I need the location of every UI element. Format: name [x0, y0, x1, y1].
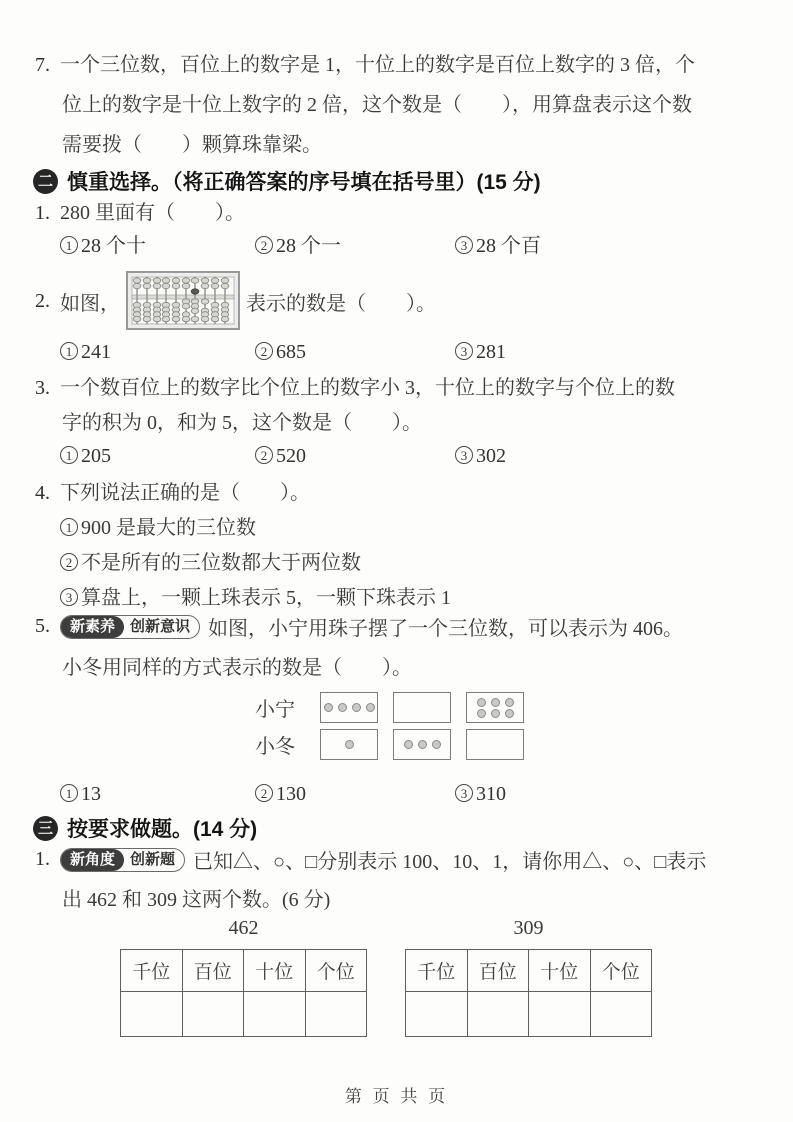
bead-dot [505, 709, 514, 718]
header-tens: 十位 [244, 950, 306, 992]
section-3-header [33, 813, 257, 843]
bead-dot [338, 703, 347, 712]
bead-row [345, 740, 354, 749]
s2-q3-text: 一个数百位上的数字比个位上的数字小 3，十位上的数字与个位上的数 [60, 377, 675, 399]
option-text: 302 [476, 445, 506, 467]
option-3 [455, 231, 541, 261]
section-2-title: 慎重选择。（将正确答案的序号填在括号里）(15 分) [67, 171, 541, 194]
s2-q4-option-2 [60, 543, 361, 583]
circled-number: 3 [60, 588, 78, 606]
circled-number: 2 [255, 342, 273, 360]
table-title-462: 462 [228, 917, 259, 939]
s2-q4-option-1 [60, 508, 256, 548]
option-text: 算盘上，一颗上珠表示 5，一颗下珠表示 1 [81, 587, 451, 609]
option-text: 310 [476, 783, 506, 805]
option-text: 520 [276, 445, 306, 467]
section-2-header [33, 166, 541, 196]
answer-cell [121, 992, 183, 1037]
innovation-awareness-badge: 创新意识 [130, 617, 191, 635]
s2-q3-number: 3. [35, 377, 50, 399]
s2-question-5-line-2: 小冬用同样的方式表示的数是（ ）。 [62, 657, 412, 679]
bead-dot [477, 709, 486, 718]
option-text: 205 [81, 445, 111, 467]
bead-box-hundreds [320, 692, 378, 723]
option-2 [255, 441, 455, 471]
s2-q2-number: 2. [35, 289, 50, 312]
s2-q1-number: 1. [35, 202, 50, 224]
option-3 [455, 441, 506, 471]
option-1 [60, 441, 255, 471]
option-text: 13 [81, 783, 101, 805]
s2-q3-options [60, 441, 506, 471]
s2-question-2 [35, 270, 436, 332]
circled-number: 1 [60, 784, 78, 802]
bead-box-tens [393, 692, 451, 723]
bead-row [477, 709, 514, 718]
circled-number: 1 [60, 446, 78, 464]
xiaodong-label: 小冬 [255, 736, 295, 758]
answer-cell [182, 992, 244, 1037]
table-309 [405, 949, 652, 1037]
bead-dot [352, 703, 361, 712]
header-thousands: 千位 [121, 950, 183, 992]
question-7-line-3: 需要拨（ ）颗算珠靠梁。 [62, 134, 322, 156]
bead-dot [366, 703, 375, 712]
s2-q2-text-before: 如图， [60, 292, 120, 315]
s2-q2-text-after: 表示的数是（ ）。 [246, 292, 436, 315]
section-3-icon: 三 [33, 816, 58, 841]
section-2-icon: 二 [33, 169, 58, 194]
s2-q5-options [60, 779, 506, 809]
s2-question-4 [35, 473, 310, 513]
header-ones: 个位 [590, 950, 652, 992]
s2-question-3-line-1 [35, 368, 675, 408]
option-text: 130 [276, 783, 306, 805]
option-text: 28 个百 [476, 235, 541, 257]
s2-q5-number: 5. [35, 615, 50, 637]
bead-box-tens [393, 729, 451, 760]
bead-dot [477, 698, 486, 707]
option-text: 28 个一 [276, 235, 341, 257]
circled-number: 3 [455, 446, 473, 464]
option-text: 281 [476, 341, 506, 363]
circled-number: 3 [455, 784, 473, 802]
option-3 [455, 337, 506, 367]
circled-number: 1 [60, 236, 78, 254]
circled-number: 2 [255, 236, 273, 254]
xiaoning-label: 小宁 [255, 699, 295, 721]
place-value-table-309 [405, 917, 652, 1037]
answer-cell [305, 992, 367, 1037]
xiaodong-bead-boxes [320, 729, 524, 760]
option-1 [60, 337, 255, 367]
bead-dot [491, 709, 500, 718]
question-7-line-1 [35, 45, 695, 85]
s3-q1-badges [60, 848, 185, 872]
page-footer: 第 页 共 页 [344, 1087, 449, 1106]
s2-question-5-line-1 [35, 612, 683, 641]
bead-dot [505, 698, 514, 707]
s3-q1-number: 1. [35, 848, 50, 870]
new-angle-badge: 新角度 [61, 849, 124, 871]
s3-question-1-line-1 [35, 845, 706, 874]
option-1 [60, 779, 255, 809]
option-text: 241 [81, 341, 111, 363]
option-2 [255, 231, 455, 261]
bead-dot [491, 698, 500, 707]
option-text: 900 是最大的三位数 [81, 517, 256, 539]
bead-row [324, 703, 375, 712]
circled-number: 1 [60, 342, 78, 360]
question-7-text: 一个三位数，百位上的数字是 1，十位上的数字是百位上数字的 3 倍，个 [60, 54, 695, 76]
circled-number: 1 [60, 518, 78, 536]
table-title-309: 309 [513, 917, 544, 939]
s2-q1-options [60, 231, 541, 261]
header-tens: 十位 [529, 950, 591, 992]
question-7-number: 7. [35, 54, 50, 76]
bead-box-ones [466, 729, 524, 760]
bead-dot [432, 740, 441, 749]
section-3-title: 按要求做题。(14 分) [67, 818, 258, 841]
circled-number: 3 [455, 342, 473, 360]
bead-row [404, 740, 441, 749]
s3-question-1-line-2: 出 462 和 309 这两个数。(6 分) [62, 889, 331, 911]
header-hundreds: 百位 [182, 950, 244, 992]
answer-cell [467, 992, 529, 1037]
s2-q2-options [60, 337, 506, 367]
header-hundreds: 百位 [467, 950, 529, 992]
bead-dot [324, 703, 333, 712]
abacus-image [126, 271, 240, 331]
header-ones: 个位 [305, 950, 367, 992]
option-3 [455, 779, 506, 809]
s2-q1-text: 280 里面有（ ）。 [60, 202, 245, 224]
s2-q5-text: 如图，小宁用珠子摆了一个三位数，可以表示为 406。 [208, 618, 684, 640]
s2-q4-number: 4. [35, 482, 50, 504]
circled-number: 2 [60, 553, 78, 571]
option-text: 28 个十 [81, 235, 146, 257]
xiaoning-bead-boxes [320, 692, 524, 723]
option-2 [255, 779, 455, 809]
innovation-question-badge: 创新题 [130, 850, 176, 868]
bead-box-ones [466, 692, 524, 723]
answer-cell [244, 992, 306, 1037]
s3-q1-text: 已知△、○、□分别表示 100、10、1，请你用△、○、□表示 [193, 851, 707, 873]
option-1 [60, 231, 255, 261]
place-value-table-462 [120, 917, 367, 1037]
s2-question-3-line-2: 字的积为 0，和为 5，这个数是（ ）。 [62, 412, 422, 434]
s2-q5-badges [60, 615, 200, 639]
option-text: 685 [276, 341, 306, 363]
bead-dot [404, 740, 413, 749]
answer-cell [406, 992, 468, 1037]
circled-number: 2 [255, 446, 273, 464]
option-2 [255, 337, 455, 367]
bead-dot [418, 740, 427, 749]
question-7-line-2: 位上的数字是十位上数字的 2 倍，这个数是（ ），用算盘表示这个数 [62, 94, 692, 116]
s2-q4-text: 下列说法正确的是（ ）。 [60, 482, 310, 504]
option-text: 不是所有的三位数都大于两位数 [81, 552, 361, 574]
circled-number: 2 [255, 784, 273, 802]
bead-dot [345, 740, 354, 749]
circled-number: 3 [455, 236, 473, 254]
new-literacy-badge: 新素养 [61, 616, 124, 638]
bead-diagram-row-xiaoning [255, 692, 524, 723]
s2-question-1 [35, 193, 245, 233]
bead-box-hundreds [320, 729, 378, 760]
answer-cell [590, 992, 652, 1037]
table-462 [120, 949, 367, 1037]
header-thousands: 千位 [406, 950, 468, 992]
answer-cell [529, 992, 591, 1037]
bead-row [477, 698, 514, 707]
bead-diagram-row-xiaodong [255, 729, 524, 760]
